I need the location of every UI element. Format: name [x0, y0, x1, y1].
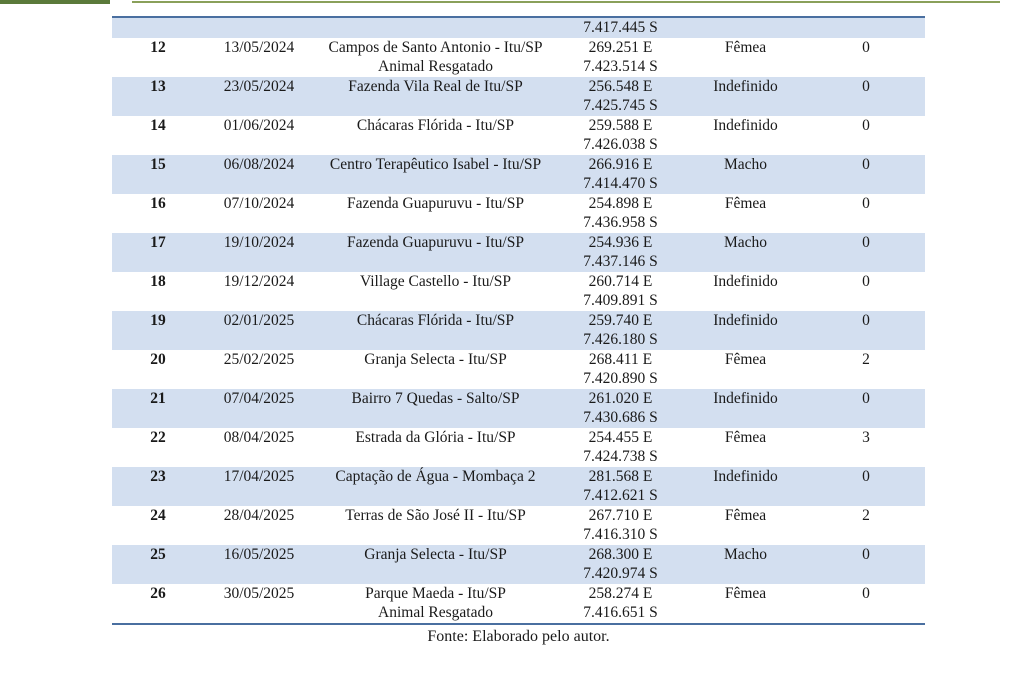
cell-date: [204, 77, 314, 116]
row-local: Centro Terapêutico Isabel - Itu/SP: [329, 155, 542, 173]
row-local: Estrada da Glória - Itu/SP: [355, 428, 516, 446]
row-sex: Fêmea: [724, 38, 767, 56]
cell-sex: [684, 155, 807, 194]
cell-local: [314, 467, 557, 506]
table-row-continuation: [112, 18, 925, 38]
row-local: Granja Selecta - Itu/SP: [364, 350, 507, 368]
cell-sex: [684, 272, 807, 311]
cell-sex: [684, 428, 807, 467]
table-row: [112, 584, 925, 623]
cell-coordinates: [557, 77, 684, 116]
row-date: 07/04/2025: [223, 389, 295, 407]
coord-s: 7.409.891 S: [583, 292, 658, 309]
cell-id: [112, 194, 204, 233]
coord-e: 266.916 E: [588, 155, 653, 173]
cell-quantity: [807, 545, 925, 584]
row-date: 08/04/2025: [223, 428, 295, 446]
table-row: [112, 311, 925, 350]
cell-coordinates: [557, 428, 684, 467]
row-quantity: 0: [862, 467, 870, 485]
row-id: 12: [150, 38, 166, 56]
coord-s: 7.420.974 S: [583, 565, 658, 582]
cell-quantity: [807, 18, 925, 38]
row-sex: Fêmea: [724, 350, 767, 368]
row-date: 25/02/2025: [223, 350, 295, 368]
row-local: Chácaras Flórida - Itu/SP: [356, 311, 515, 329]
row-quantity: 0: [862, 311, 870, 329]
header-rule: [132, 1, 1000, 3]
header-accent-block: [0, 0, 110, 4]
row-id: 19: [150, 311, 166, 329]
row-date: 07/10/2024: [223, 194, 295, 212]
cell-date: [204, 467, 314, 506]
row-id: 24: [150, 506, 166, 524]
row-id: 23: [150, 467, 166, 485]
row-date: 02/01/2025: [223, 311, 295, 329]
cell-sex: [684, 194, 807, 233]
table-bottom-rule: [112, 623, 925, 625]
coord-s: 7.425.745 S: [583, 97, 658, 114]
cell-coordinates: [557, 545, 684, 584]
cell-date: [204, 194, 314, 233]
table-row: [112, 350, 925, 389]
row-local: Parque Maeda - Itu/SP: [365, 584, 506, 602]
cell-id: [112, 116, 204, 155]
row-id: 20: [150, 350, 166, 368]
cell-sex: [684, 18, 807, 38]
coord-e: 260.714 E: [588, 272, 653, 290]
cell-coordinates: [557, 389, 684, 428]
cell-date: [204, 350, 314, 389]
cell-id: [112, 389, 204, 428]
cell-local: [314, 389, 557, 428]
coord-s: 7.412.621 S: [583, 487, 658, 504]
cell-quantity: [807, 155, 925, 194]
row-sex: Fêmea: [724, 584, 767, 602]
cell-quantity: [807, 233, 925, 272]
cell-coordinates: [557, 194, 684, 233]
row-sex: Macho: [723, 155, 768, 173]
table-row: [112, 116, 925, 155]
cell-local: [314, 38, 557, 77]
cell-date: [204, 428, 314, 467]
cell-coordinates: [557, 272, 684, 311]
cell-quantity: [807, 311, 925, 350]
row-note: Animal Resgatado: [378, 58, 493, 75]
data-table-container: [112, 16, 925, 625]
table-row: [112, 194, 925, 233]
table-row: [112, 428, 925, 467]
row-quantity: 0: [862, 77, 870, 95]
coord-s: 7.416.310 S: [583, 526, 658, 543]
table-row: [112, 233, 925, 272]
coord-e: 256.548 E: [588, 77, 653, 95]
row-quantity: 0: [862, 584, 870, 602]
cell-sex: [684, 116, 807, 155]
coord-s: 7.417.445 S: [583, 19, 658, 36]
row-sex: Indefinido: [713, 77, 778, 95]
coord-e: 254.898 E: [588, 194, 653, 212]
coord-e: 268.300 E: [588, 545, 653, 563]
cell-id: [112, 545, 204, 584]
cell-date: [204, 506, 314, 545]
table-row: [112, 77, 925, 116]
table-body: [112, 18, 925, 623]
row-local: Village Castello - Itu/SP: [359, 272, 512, 290]
cell-sex: [684, 545, 807, 584]
cell-id: [112, 350, 204, 389]
cell-local: [314, 584, 557, 623]
row-quantity: 3: [862, 428, 870, 446]
row-id: 18: [150, 272, 166, 290]
cell-id: [112, 38, 204, 77]
coord-s: 7.426.038 S: [583, 136, 658, 153]
coord-e: 268.411 E: [588, 350, 653, 368]
coord-s: 7.424.738 S: [583, 448, 658, 465]
row-id: 26: [150, 584, 166, 602]
row-date: 19/12/2024: [223, 272, 295, 290]
coord-s: 7.430.686 S: [583, 409, 658, 426]
row-date: 01/06/2024: [223, 116, 295, 134]
cell-quantity: [807, 428, 925, 467]
row-quantity: 0: [862, 233, 870, 251]
cell-local: [314, 116, 557, 155]
table-row: [112, 389, 925, 428]
row-local: Captação de Água - Mombaça 2: [335, 467, 536, 485]
cell-coordinates: [557, 311, 684, 350]
cell-quantity: [807, 467, 925, 506]
cell-date: [204, 155, 314, 194]
cell-coordinates: [557, 350, 684, 389]
cell-coordinates: [557, 467, 684, 506]
row-local: Terras de São José II - Itu/SP: [345, 506, 526, 524]
row-local: Fazenda Guapuruvu - Itu/SP: [347, 194, 524, 212]
table-row: [112, 155, 925, 194]
cell-date: [204, 584, 314, 623]
table-row: [112, 506, 925, 545]
cell-date: [204, 311, 314, 350]
coord-s: 7.423.514 S: [583, 58, 658, 75]
row-local: Bairro 7 Quedas - Salto/SP: [351, 389, 520, 407]
row-quantity: 0: [862, 155, 870, 173]
cell-sex: [684, 467, 807, 506]
cell-local: [314, 311, 557, 350]
cell-quantity: [807, 38, 925, 77]
row-sex: Indefinido: [713, 311, 778, 329]
cell-sex: [684, 389, 807, 428]
row-id: 21: [150, 389, 166, 407]
cell-date: [204, 545, 314, 584]
cell-quantity: [807, 272, 925, 311]
cell-date: [204, 389, 314, 428]
occurrence-table: [112, 18, 925, 623]
cell-quantity: [807, 350, 925, 389]
cell-sex: [684, 233, 807, 272]
cell-sex: [684, 38, 807, 77]
row-date: 30/05/2025: [223, 584, 295, 602]
row-date: 17/04/2025: [223, 467, 295, 485]
cell-id: [112, 233, 204, 272]
table-row: [112, 38, 925, 77]
coord-e: 258.274 E: [588, 584, 653, 602]
row-quantity: 2: [862, 506, 870, 524]
cell-local: [314, 545, 557, 584]
row-quantity: 0: [862, 545, 870, 563]
cell-quantity: [807, 194, 925, 233]
row-quantity: 0: [862, 194, 870, 212]
row-local: Granja Selecta - Itu/SP: [364, 545, 507, 563]
cell-coordinates: [557, 155, 684, 194]
row-id: 17: [150, 233, 166, 251]
table-source-caption: Fonte: Elaborado pelo autor.: [427, 628, 610, 645]
row-id: 22: [150, 428, 166, 446]
cell-id: [112, 428, 204, 467]
cell-local: [314, 350, 557, 389]
cell-local: [314, 506, 557, 545]
cell-sex: [684, 506, 807, 545]
row-date: 16/05/2025: [223, 545, 295, 563]
coord-e: 259.588 E: [588, 116, 653, 134]
cell-local: [314, 155, 557, 194]
row-sex: Indefinido: [713, 116, 778, 134]
row-id: 13: [150, 77, 166, 95]
row-sex: Macho: [723, 545, 768, 563]
row-id: 14: [150, 116, 166, 134]
table-row: [112, 272, 925, 311]
cell-coordinates: [557, 506, 684, 545]
cell-id: [112, 155, 204, 194]
row-quantity: 0: [862, 389, 870, 407]
row-local: Fazenda Vila Real de Itu/SP: [348, 77, 523, 95]
row-quantity: 0: [862, 38, 870, 56]
coord-e: 269.251 E: [588, 38, 653, 56]
coord-e: 267.710 E: [588, 506, 653, 524]
row-date: 28/04/2025: [223, 506, 295, 524]
cell-quantity: [807, 116, 925, 155]
row-date: 23/05/2024: [223, 77, 295, 95]
row-date: 13/05/2024: [223, 38, 295, 56]
cell-id: [112, 506, 204, 545]
row-local: Campos de Santo Antonio - Itu/SP: [328, 38, 543, 56]
coord-e: 254.936 E: [588, 233, 653, 251]
row-id: 16: [150, 194, 166, 212]
row-sex: Macho: [723, 233, 768, 251]
row-quantity: 2: [862, 350, 870, 368]
cell-quantity: [807, 506, 925, 545]
cell-id: [112, 272, 204, 311]
cell-date: [204, 233, 314, 272]
cell-id: [112, 311, 204, 350]
cell-date: [204, 18, 314, 38]
cell-id: [112, 77, 204, 116]
cell-date: [204, 38, 314, 77]
table-row: [112, 467, 925, 506]
cell-date: [204, 116, 314, 155]
cell-date: [204, 272, 314, 311]
cell-coordinates: [557, 233, 684, 272]
cell-quantity: [807, 77, 925, 116]
row-quantity: 0: [862, 116, 870, 134]
cell-sex: [684, 584, 807, 623]
row-note: Animal Resgatado: [378, 604, 493, 621]
row-sex: Indefinido: [713, 467, 778, 485]
row-local: Chácaras Flórida - Itu/SP: [356, 116, 515, 134]
cell-sex: [684, 350, 807, 389]
cell-id: [112, 467, 204, 506]
coord-s: 7.414.470 S: [583, 175, 658, 192]
row-sex: Fêmea: [724, 428, 767, 446]
row-date: 19/10/2024: [223, 233, 295, 251]
cell-id: [112, 584, 204, 623]
row-quantity: 0: [862, 272, 870, 290]
coord-s: 7.436.958 S: [583, 214, 658, 231]
row-sex: Indefinido: [713, 389, 778, 407]
cell-local: [314, 428, 557, 467]
row-id: 25: [150, 545, 166, 563]
cell-id: [112, 18, 204, 38]
cell-local: [314, 272, 557, 311]
row-local: Fazenda Guapuruvu - Itu/SP: [347, 233, 524, 251]
row-date: 06/08/2024: [223, 155, 295, 173]
row-sex: Indefinido: [713, 272, 778, 290]
row-sex: Fêmea: [724, 506, 767, 524]
coord-e: 281.568 E: [588, 467, 653, 485]
cell-coordinates: [557, 584, 684, 623]
cell-coordinates: [557, 116, 684, 155]
row-id: 15: [150, 155, 166, 173]
cell-local: [314, 18, 557, 38]
cell-sex: [684, 311, 807, 350]
cell-sex: [684, 77, 807, 116]
cell-local: [314, 77, 557, 116]
cell-local: [314, 194, 557, 233]
cell-quantity: [807, 584, 925, 623]
coord-e: 259.740 E: [588, 311, 653, 329]
coord-s: 7.420.890 S: [583, 370, 658, 387]
cell-local: [314, 233, 557, 272]
row-sex: Fêmea: [724, 194, 767, 212]
cell-coordinates: [557, 38, 684, 77]
cell-quantity: [807, 389, 925, 428]
table-row: [112, 545, 925, 584]
coord-e: 254.455 E: [588, 428, 653, 446]
coord-s: 7.426.180 S: [583, 331, 658, 348]
coord-e: 261.020 E: [588, 389, 653, 407]
coord-s: 7.437.146 S: [583, 253, 658, 270]
coord-s: 7.416.651 S: [583, 604, 658, 621]
cell-coordinates: [557, 18, 684, 38]
